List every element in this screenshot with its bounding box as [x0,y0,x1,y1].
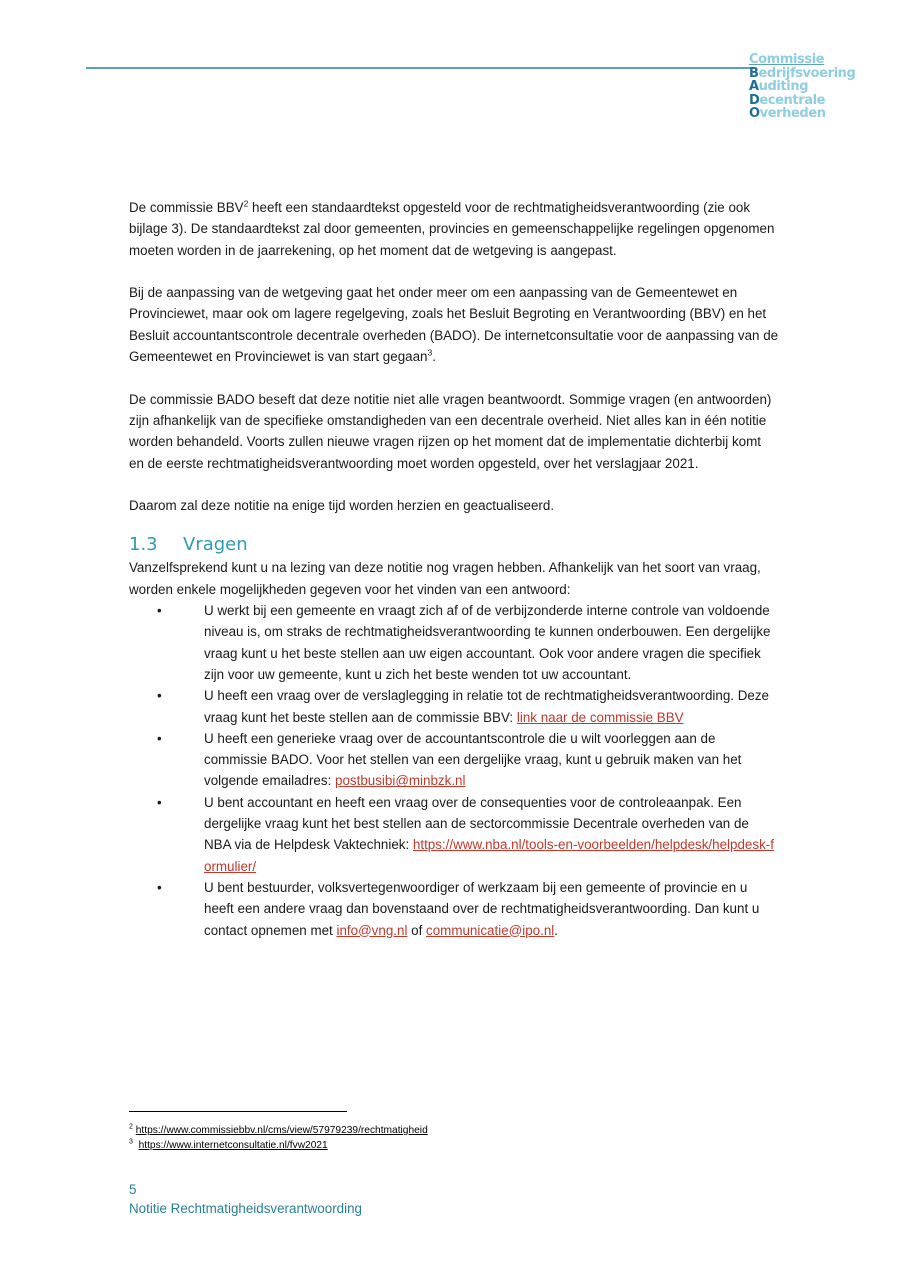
logo-line-4: Decentrale [749,92,826,108]
email-link-ipo[interactable]: communicatie@ipo.nl [426,922,555,938]
bullet-icon: • [157,879,162,895]
section-title: Vragen [183,534,248,556]
list-item: • U bent bestuurder, volksvertegenwoordiger of werkzaam bij een gemeente of provincie en u heeft een andere vraag dan bovenstaand over de rechtmatigheidsverantwoording. Dan kunt u contact opnemen met info@vng.nl of communicatie@ipo.nl. [129,877,779,941]
paragraph-standaardtekst: De commissie BBV$^2$ heeft een standaardtekst opgesteld voor de rechtmatigheidsverantwoording (zie ook bijlage 3). De standaardtekst zal door gemeenten, provincies en gemeenschappelijke regelingen opgenomen moeten worden in de jaarrekening, op het moment dat de wetgeving is aangepast. [129,198,775,258]
email-link-vng[interactable]: info@vng.nl [336,922,408,938]
bullet-icon: • [157,730,162,746]
nba-helpdesk-link[interactable]: https://www.nba.nl/tools-en-voorbeelden/helpdesk/helpdesk-formulier/ [204,837,774,874]
section-number: 1.3 [129,534,158,556]
bullet-icon: • [157,603,162,619]
bullet-icon: • [157,794,162,810]
section-heading [129,533,779,557]
commissie-bbv-link[interactable]: link naar de commissie BBV [516,709,684,725]
commissie-bado-logo [749,53,855,121]
list-item: • U heeft een generieke vraag over de accountantscontrole die u wilt voorleggen aan de commissie BADO. Voor het stellen van een dergelijke vraag, kunt u gebruik maken van het volgende emailadres: postbusibi@minbzk.nl [129,728,779,792]
document-title: Notitie Rechtmatigheidsverantwoording [129,1201,362,1216]
paragraph-herzien: Daarom zal deze notitie na enige tijd worden herzien en geactualiseerd. [129,498,555,514]
page-number: 5 [129,1182,137,1197]
paragraph-wetgeving: Bij de aanpassing van de wetgeving gaat het onder meer om een aanpassing van de Gemeentewet en Provinciewet, maar ook om lagere regelgeving, zoals het Besluit Begroting en Verantwoording (BBV) en het Besluit accountantscontrole decentrale overheden (BADO). De internetconsultatie voor de aanpassing van de Gemeentewet en Provinciewet is van start gegaan$^3$. [129,285,779,365]
email-link-minbzk[interactable]: postbusibi@minbzk.nl [335,773,466,789]
paragraph-intro: Vanzelfsprekend kunt u na lezing van deze notitie nog vragen hebben. Afhankelijk van het soort van vraag, worden enkele mogelijkheden gegeven voor het vinden van een antwoord: [129,560,761,597]
page-footer [129,1180,362,1218]
footnote-2: $^2$ https://www.commissiebbv.nl/cms/view/57979239/rechtmatigheid [129,1123,428,1136]
document-body [129,197,779,941]
question-list [129,600,779,941]
footnote-ref-2[interactable]: 2 [243,198,249,209]
header-rule [86,67,754,69]
paragraph-commissie-bado: De commissie BADO beseft dat deze notitie niet alle vragen beantwoordt. Sommige vragen (en antwoorden) zijn afhankelijk van de specifieke omstandigheden van een decentrale overheid. Niet alles kan in één notitie worden behandeld. Voorts zullen nieuwe vragen rijzen op het moment dat de implementatie dichterbij komt en de eerste rechtmatigheidsverantwoording moet worden opgesteld, over het verslagjaar 2021. [129,391,772,471]
logo-line-1: Commissie [749,52,825,67]
list-item: • U heeft een vraag over de verslaglegging in relatie tot de rechtmatigheidsverantwoording. Deze vraag kunt het beste stellen aan de commissie BBV: link naar de commissie BBV [129,685,779,728]
bullet-icon: • [157,688,162,704]
list-item: • U werkt bij een gemeente en vraagt zich af of de verbijzonderde interne controle van voldoende niveau is, om straks de rechtmatigheidsverantwoording te kunnen onderbouwen. Een dergelijke vraag kunt u het beste stellen aan uw eigen accountant. Ook voor andere vragen die specifiek zijn voor uw gemeente, kunt u zich het beste wenden tot uw accountant. [129,600,779,685]
footnote-separator [129,1111,347,1112]
footnote-3: $^3$ https://www.internetconsultatie.nl/fvw2021 [129,1138,328,1151]
footnote-link-commissiebbv[interactable]: https://www.commissiebbv.nl/cms/view/57979239/rechtmatigheid [135,1125,428,1136]
footnote-link-internetconsultatie[interactable]: https://www.internetconsultatie.nl/fvw2021 [138,1140,328,1151]
list-item: • U bent accountant en heeft een vraag over de consequenties voor de controleaanpak. Een dergelijke vraag kunt het best stellen aan de sectorcommissie Decentrale overheden van de NBA via de Helpdesk Vaktechniek: https://www.nba.nl/tools-en-voorbeelden/helpdesk/helpdesk-formulier/ [129,792,779,877]
logo-line-2: Bedrijfsvoering [749,65,856,81]
logo-line-5: Overheden [749,106,826,121]
footnotes [129,1123,428,1153]
logo-line-3: Auditing [749,79,809,94]
footnote-ref-3[interactable]: 3 [427,347,433,358]
